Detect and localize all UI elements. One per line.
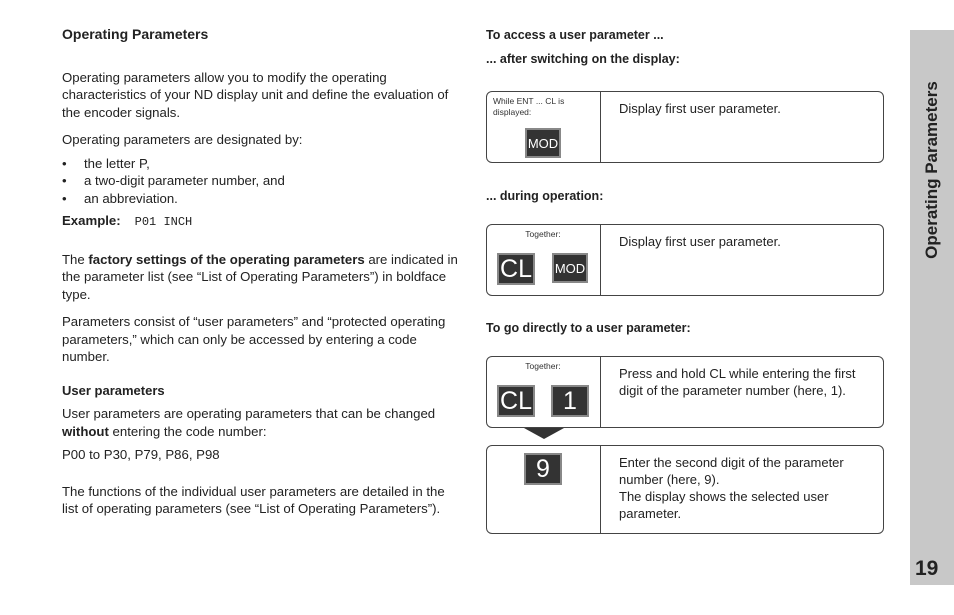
sidebar-title: Operating Parameters	[922, 81, 941, 259]
digit-1-key-icon: 1	[551, 385, 589, 417]
box-description: Press and hold CL while entering the first digit of the parameter number (here, 1).	[619, 366, 856, 398]
access-heading: To access a user parameter ...	[486, 28, 664, 42]
step-box-first-digit	[486, 356, 884, 428]
factory-bold: factory settings of the operating parameters	[88, 251, 365, 267]
after-switching-heading: ... after switching on the display:	[486, 52, 680, 66]
user-bold: without	[62, 423, 109, 439]
box-divider	[600, 92, 601, 162]
range-line: P00 to P30, P79, P86, P98	[62, 447, 220, 462]
box-divider	[600, 357, 601, 427]
box-note: Together:	[525, 229, 561, 239]
example-value: P01 INCH	[134, 215, 193, 229]
step-box-switch-on	[486, 91, 884, 163]
factory-post: are indicated in the parameter list (see “List of Operating Parameters”) in boldface type.	[62, 251, 458, 302]
box-description: Display first user parameter.	[619, 101, 781, 116]
box-note: Together:	[525, 361, 561, 371]
cl-key-icon: CL	[497, 253, 535, 285]
intro-paragraph: Operating parameters allow you to modify the operating characteristics of your ND display unit and define the evaluation of the encoder signals.	[62, 69, 449, 120]
section-title: Operating Parameters	[62, 26, 209, 42]
bullet-item: • the letter P,	[62, 155, 462, 173]
mod-key-icon: MOD	[552, 253, 588, 283]
box-description: Display first user parameter.	[619, 234, 781, 249]
step-box-second-digit	[486, 445, 884, 534]
bullet-list	[62, 155, 462, 208]
cl-key-icon: CL	[497, 385, 535, 417]
functions-paragraph: The functions of the individual user parameters are detailed in the list of operating parameters (see “List of Operating Parameters”).	[62, 483, 445, 516]
box-divider	[600, 225, 601, 295]
factory-paragraph	[62, 251, 462, 304]
left-column	[62, 26, 462, 528]
step-box-operation	[486, 224, 884, 296]
user-params-title: User parameters	[62, 382, 165, 398]
box-divider	[600, 446, 601, 533]
factory-pre: The	[62, 251, 89, 267]
user-pre: User parameters are operating parameters that can be changed	[62, 406, 436, 421]
designated-paragraph: Operating parameters are designated by:	[62, 132, 303, 147]
down-arrow-icon	[524, 428, 564, 439]
box-note: While ENT ... CL is displayed:	[493, 96, 565, 117]
chapter-sidebar	[910, 30, 954, 585]
page-number: 19	[915, 557, 939, 580]
bullet-item: • an abbreviation.	[62, 190, 462, 208]
consist-paragraph: Parameters consist of “user parameters” and “protected operating parameters,” which can only be accessed by entering a code number.	[62, 314, 446, 364]
user-params-paragraph	[62, 405, 462, 440]
mod-key-icon: MOD	[525, 128, 561, 158]
example-label: Example:	[62, 213, 121, 228]
bullet-item: • a two-digit parameter number, and	[62, 172, 462, 190]
box-description-line: Enter the second digit of the parameter number (here, 9).	[619, 455, 844, 487]
user-post: entering the code number:	[108, 423, 267, 439]
digit-9-key-icon: 9	[524, 453, 562, 485]
during-operation-heading: ... during operation:	[486, 189, 604, 203]
box-description-line: The display shows the selected user parameter.	[619, 489, 829, 521]
example-line	[62, 212, 462, 232]
go-directly-heading: To go directly to a user parameter:	[486, 321, 691, 335]
box-description	[619, 454, 881, 522]
